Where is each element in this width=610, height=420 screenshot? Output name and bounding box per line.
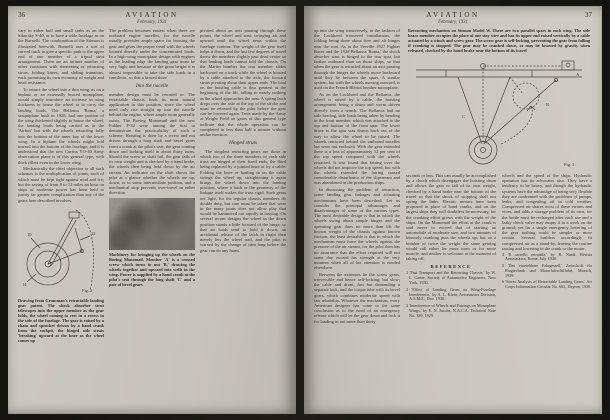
body-paragraph: Mechanically the chief objection to all such schemes is the multiplication of joints, each of which must be kept tight against mud and ice; but the saving of from 8 to 12 miles an hour on ships of moderate power has been held to justify far greater complication than any of the gears here described involves. xyxy=(18,166,104,203)
journal-title: AVIATION xyxy=(426,11,480,19)
right-figure-area xyxy=(406,28,592,406)
left-column-1 xyxy=(18,28,104,406)
body-paragraph: vary in either hull and small stubs as on the Sikorsky S-40, or to have a wide fuselage as on the Burnelli. The combination of the Stinson is illustrated herewith. Burnelli uses a sort of curved track to give a specific path to the upper end of one member of a tripod strut arrangement. There are an infinite number of other variations with shortening or retracting struts, folding knees, and sliding trunnions, each promising its own economy of weight and head resistance. xyxy=(18,28,104,86)
left-page xyxy=(8,6,296,414)
reference-item: 6 'Stress Analysis of Retractable Landing Gears,' Air Corps Information Circular No. 662, Dayton, 1930. xyxy=(502,279,592,289)
grumman-patent-drawing xyxy=(18,206,104,296)
reference-item: 5 'Das einziehbare Fahrgestell,' Zeitschrift für Flugtechnik und Motorluftschiffahrt, Munich, 1929. xyxy=(502,262,592,278)
body-paragraph: Between the extremes lie the screw gears, irreversible and hence self-locking, but slow; the cable and drum, fast but demanding a separate lock; and the torque tube with its bevel gears, which combines moderate speed with fair reliability. Whatever the mechanism, every American designer has come to the same conclusion as to the need of an emergency release which will let the gear down and lock it for landing in not more than thirty xyxy=(314,271,400,324)
right-page xyxy=(304,6,602,414)
body-paragraph: pivoted about an axis passing through these points, the wheel and strut swinging aft and upward until the wheel nests within the fuselage contour. The weight of the gear itself helps it down, and the last few degrees of travel throw the members slightly past dead center so that landing loads cannot fold the chassis. On the Martin bomber the rear member slides backward on a track while the wheel is hoisted by a cable attached to the axle, the forward struts pivoting about their upper ends. The load on the hoisting cable is thus greatest at the beginning of the lift, falling to nearly nothing as the wheel approaches the nest. A spring latch drops over the axle at the top of the stroke and must be released by the pilot before the gear can be lowered again. Tests made by the Army at Wright Field on gears of this general type indicate that the whole operation can be completed in less than half a minute without undue exertion. xyxy=(200,28,286,138)
reference-item: 3 'Interference of Wheels and Fairings on Monoplane Wings,' by E. N. Jacobs, N.A.C.A. Technical Note No. 320, 1929. xyxy=(406,302,496,318)
figure-number: Fig. 1 xyxy=(82,287,93,293)
right-column-3 xyxy=(502,173,592,406)
photo-caption: Machinery for bringing up the wheels on the Boeing Monomail. Member 'A' is a crossed screw which turns in nut 'B,' drawing the wheels together and upward into wells in the wing. Power is supplied by a hand crank at the pilot's seat through the long shaft 'C' and a pair of bevel gears xyxy=(109,251,195,287)
references-heading: REFERENCE xyxy=(430,264,472,270)
body-paragraph: wheels and the speed of the ships. Hydraulic operation has its advocates also. They have a tendency to be heavy, and though the hydraulic systems have the advantage of being very flexible they are confronted with the problems of pumps, leaks, and congealing oil in cold weather. Compressed air shares most of these virtues and vices, and adds a storage problem of its own, for the bottle must be recharged after each use and a leaky check valve may empty it in a week on the ground; yet for a single emergency lowering of the gear nothing could be simpler or more certain. Several builders accordingly fit compressed air as a stand-by, leaving the routine raising and lowering to the crank or the motor. xyxy=(502,173,592,251)
right-page-header xyxy=(314,11,592,28)
body-paragraph: The simplest retracting gears are those in which two of the three members of each side truss are hinged at their fixed ends, the third being replaced by a jointed knee or by a cable. Folding the knee or hauling in on the cable swings the wheel up; straightening it again brings the wheel down into the landing position, where a latch or the geometry of the linkage itself makes the truss rigid. Such gears are light, for the regular chassis members do double duty, but care must be taken that wear in the many joints does not allow play that would be hammered out rapidly in taxying. On several recent designs the wheel in the down position stands a little forward of the hinge, so that air loads tend to hold it down; an accidental release of the latch in flight then merely lets the wheel trail, and the pilot is warned by the change of trim long before the gear can do any harm. xyxy=(200,148,286,253)
section-heading: Into the nacelle xyxy=(135,83,169,90)
body-paragraph: member design must be resorted to. The retractable chassis finds its most natural application in this position, since the wheel need only rise straight up into the nacelle behind the engine, where ample room generally exists. The Boeing Monomail and the new Fokker F-32 were among the first to demonstrate the practicability of such a scheme. Hoisting is done by a screw and nut driven through a long shaft and bevel gears from a crank at the pilot's seat, the gear coming down and locking itself in about thirty turns. Should the screw or shaft fail, the gear falls of its own weight and is checked by a hand brake, the wheels then being held down by the air stream. An indicator on the shaft shows the pilot at a glance whether the wheels are up, down, or in some intermediate position, and a mechanical stop prevents over-travel in either direction. xyxy=(109,91,195,196)
body-paragraph: As on the Lockheed and the Bellanca, the wheel is raised by a cable, the hoisting arrangement being a drum and worm driven directly from a winch. The Bellanca had no side bracing, side loads being taken by bending in the front member, which was attached to the top and bottom of the front spar. The lower brace to the spar was drawn back out of the way to allow the wheel to be raised. The wheels retracted behind the outboard nacelles but were not enclosed. With the gear extended there is a loss of approximately 12 per cent of the top speed compared with the wheels retracted. It was found that fairing over the wheels did not improve the top speed, but with the wheels extended the fairing caused considerable disturbance of the slipstream and was abandoned in the production ships. xyxy=(314,91,400,186)
body-paragraph: The problem becomes easiest when there are outboard engine nacelles, for the nacelle usually provides ample space for housing the gear and gives the proper tread with the wheels located directly under the concentrated loads. In a high-wing monoplane design with engines in the leading edge the landing gear must be very high, and because of the great height it is almost impossible to take the side loads in a cantilever, so that a braced three xyxy=(109,28,195,80)
figure-label: 12 xyxy=(91,230,96,236)
reference-item: 1 'Fast Transport and the Retracting Chassis,' by W. L. Carter, Society of Automotive Engineers, New York, 1930. xyxy=(406,270,496,286)
right-column-1 xyxy=(314,28,400,406)
right-column-2 xyxy=(406,173,496,406)
body-paragraph: seconds or less. This can usually be accomplished by a clutch which disengages the hoisting drum and allows the gear to fall of its own weight, checked by a hand brake near the bottom of the travel so that the shock of stopping shall not spring the links. Electric motors have been proposed in place of hand cranks, and on the largest ships they will doubtless be necessary, for the cranking effort grows with the weight of the ships. On the Monomail the effort at the crank is said never to exceed that of starting an automobile of moderate size, and two minutes of leisurely cranking puts the wheels up; but on a bomber of twice the weight the same gearing would call either for more turns or for more muscle, and neither is welcome at the moment of taking off. xyxy=(406,173,496,262)
figure-number: Fig. 2 xyxy=(564,162,575,167)
monomail-photo xyxy=(109,198,195,250)
left-page-columns xyxy=(18,28,286,406)
figure-caption: Retracting mechanism on Stinson Model W. There are two parallel spars in each wing. The side brace member occupies the place of one stay wire and has its upper end raised vertically by a cable actuated by a winch and screw gear. The screw gear is self-locking, preventing the gear from falling if cranking is stopped. The gear may be cranked down, or may be lowered by gravity when released, checked by the hand brake near the bottom of its travel xyxy=(408,28,590,53)
reference-item: 2 'Effect of Landing Gears on Wing-Fuselage Interference,' by A. L. Klein, Aeronautics Division, A.S.M.E., Dec. 1930. xyxy=(406,286,496,302)
page-number: 37 xyxy=(585,11,592,19)
masthead xyxy=(52,11,252,25)
right-page-columns xyxy=(314,28,592,406)
reference-item: 4 'Il carrello retrattile,' by R. Nardi, Rivista Aeronautica, Rome, July 1930. xyxy=(502,251,592,262)
masthead xyxy=(348,11,558,25)
left-page-header xyxy=(18,11,286,28)
figure-label: B xyxy=(546,102,550,107)
figure-label: C xyxy=(462,114,466,119)
right-page-lower-columns xyxy=(406,173,592,406)
left-column-3 xyxy=(200,28,286,406)
body-paragraph: To retract the wheel into a thin wing, as on a biplane or an externally braced monoplane, would simply introduce an increase in wing thickness to house the wheel or to carry the landing loads. The Bellanca 'Roma,' a sesquiplane built in 1928, had one portion of the wing thickened slightly to house the wheel, the landing loads being carried as in the 'Airbus' but with the wheels retracting fully into the bottom of the inner bay of the lower wing. In a biplane the wheels might fold inward into the bottom of the fuselage, and it is understood that the new Curtiss YO-40 Army observation plane is of this general type, with thick fillets even in the lower wing. xyxy=(18,86,104,165)
issue-date: February, 1931 xyxy=(137,19,167,25)
body-paragraph: up into the wing transversely, in the fashion of the Lockheed trousered installations, the folding being done about fore and aft hinges near the root. As in the Verville 1927 Fighter Racer and the 1928 Bellanca 'Roma,' the shock absorber strut is hinged to the rear spar, but farther outboard than on those ships, so that when the gear is retracted about an axis passing through the hinges the wheels move backward until they lie between the spars. A similar system, but with the wheels moving outward, is used on the French Blériot bomber monoplane. xyxy=(314,28,400,91)
stinson-retracting-gear-drawing xyxy=(406,56,592,170)
page-number: 36 xyxy=(18,11,25,19)
figure-label: 10 xyxy=(27,231,32,237)
figure-label: 14 xyxy=(22,281,27,287)
figure-caption: Drawing from Grumman's retractable landing gear patent. The shock absorber strut telescopes into the upper member as the gear folds, the wheel coming to rest in a recess in the side of the fuselage. The gear is raised by a chain and sprocket driven by a hand crank from the cockpit, the hinged side struts 'breaking' upward at the knee as the wheel comes up xyxy=(18,297,104,343)
journal-title: AVIATION xyxy=(125,11,179,19)
body-paragraph: In discussing the problem of retraction, some landing gear linkages and actuating mechanisms have been described. Let us consider the principal advantages and disadvantages of some of the various types. The most desirable design is that in which the wheels swing about simple hinges and the operating gear does no more than lift the known weight of the chassis against known friction; the least desirable is that in which the mechanism must force the wheels against the pressure of the air stream, for the pilot then has no assurance that the effort required will not some day exceed his strength at the very moment when all of his attention is needed elsewhere. xyxy=(314,187,400,271)
left-column-2 xyxy=(109,28,195,406)
issue-date: February, 1931 xyxy=(438,19,468,25)
figure-label: A xyxy=(576,72,580,77)
section-heading: Hinged struts xyxy=(228,140,258,147)
